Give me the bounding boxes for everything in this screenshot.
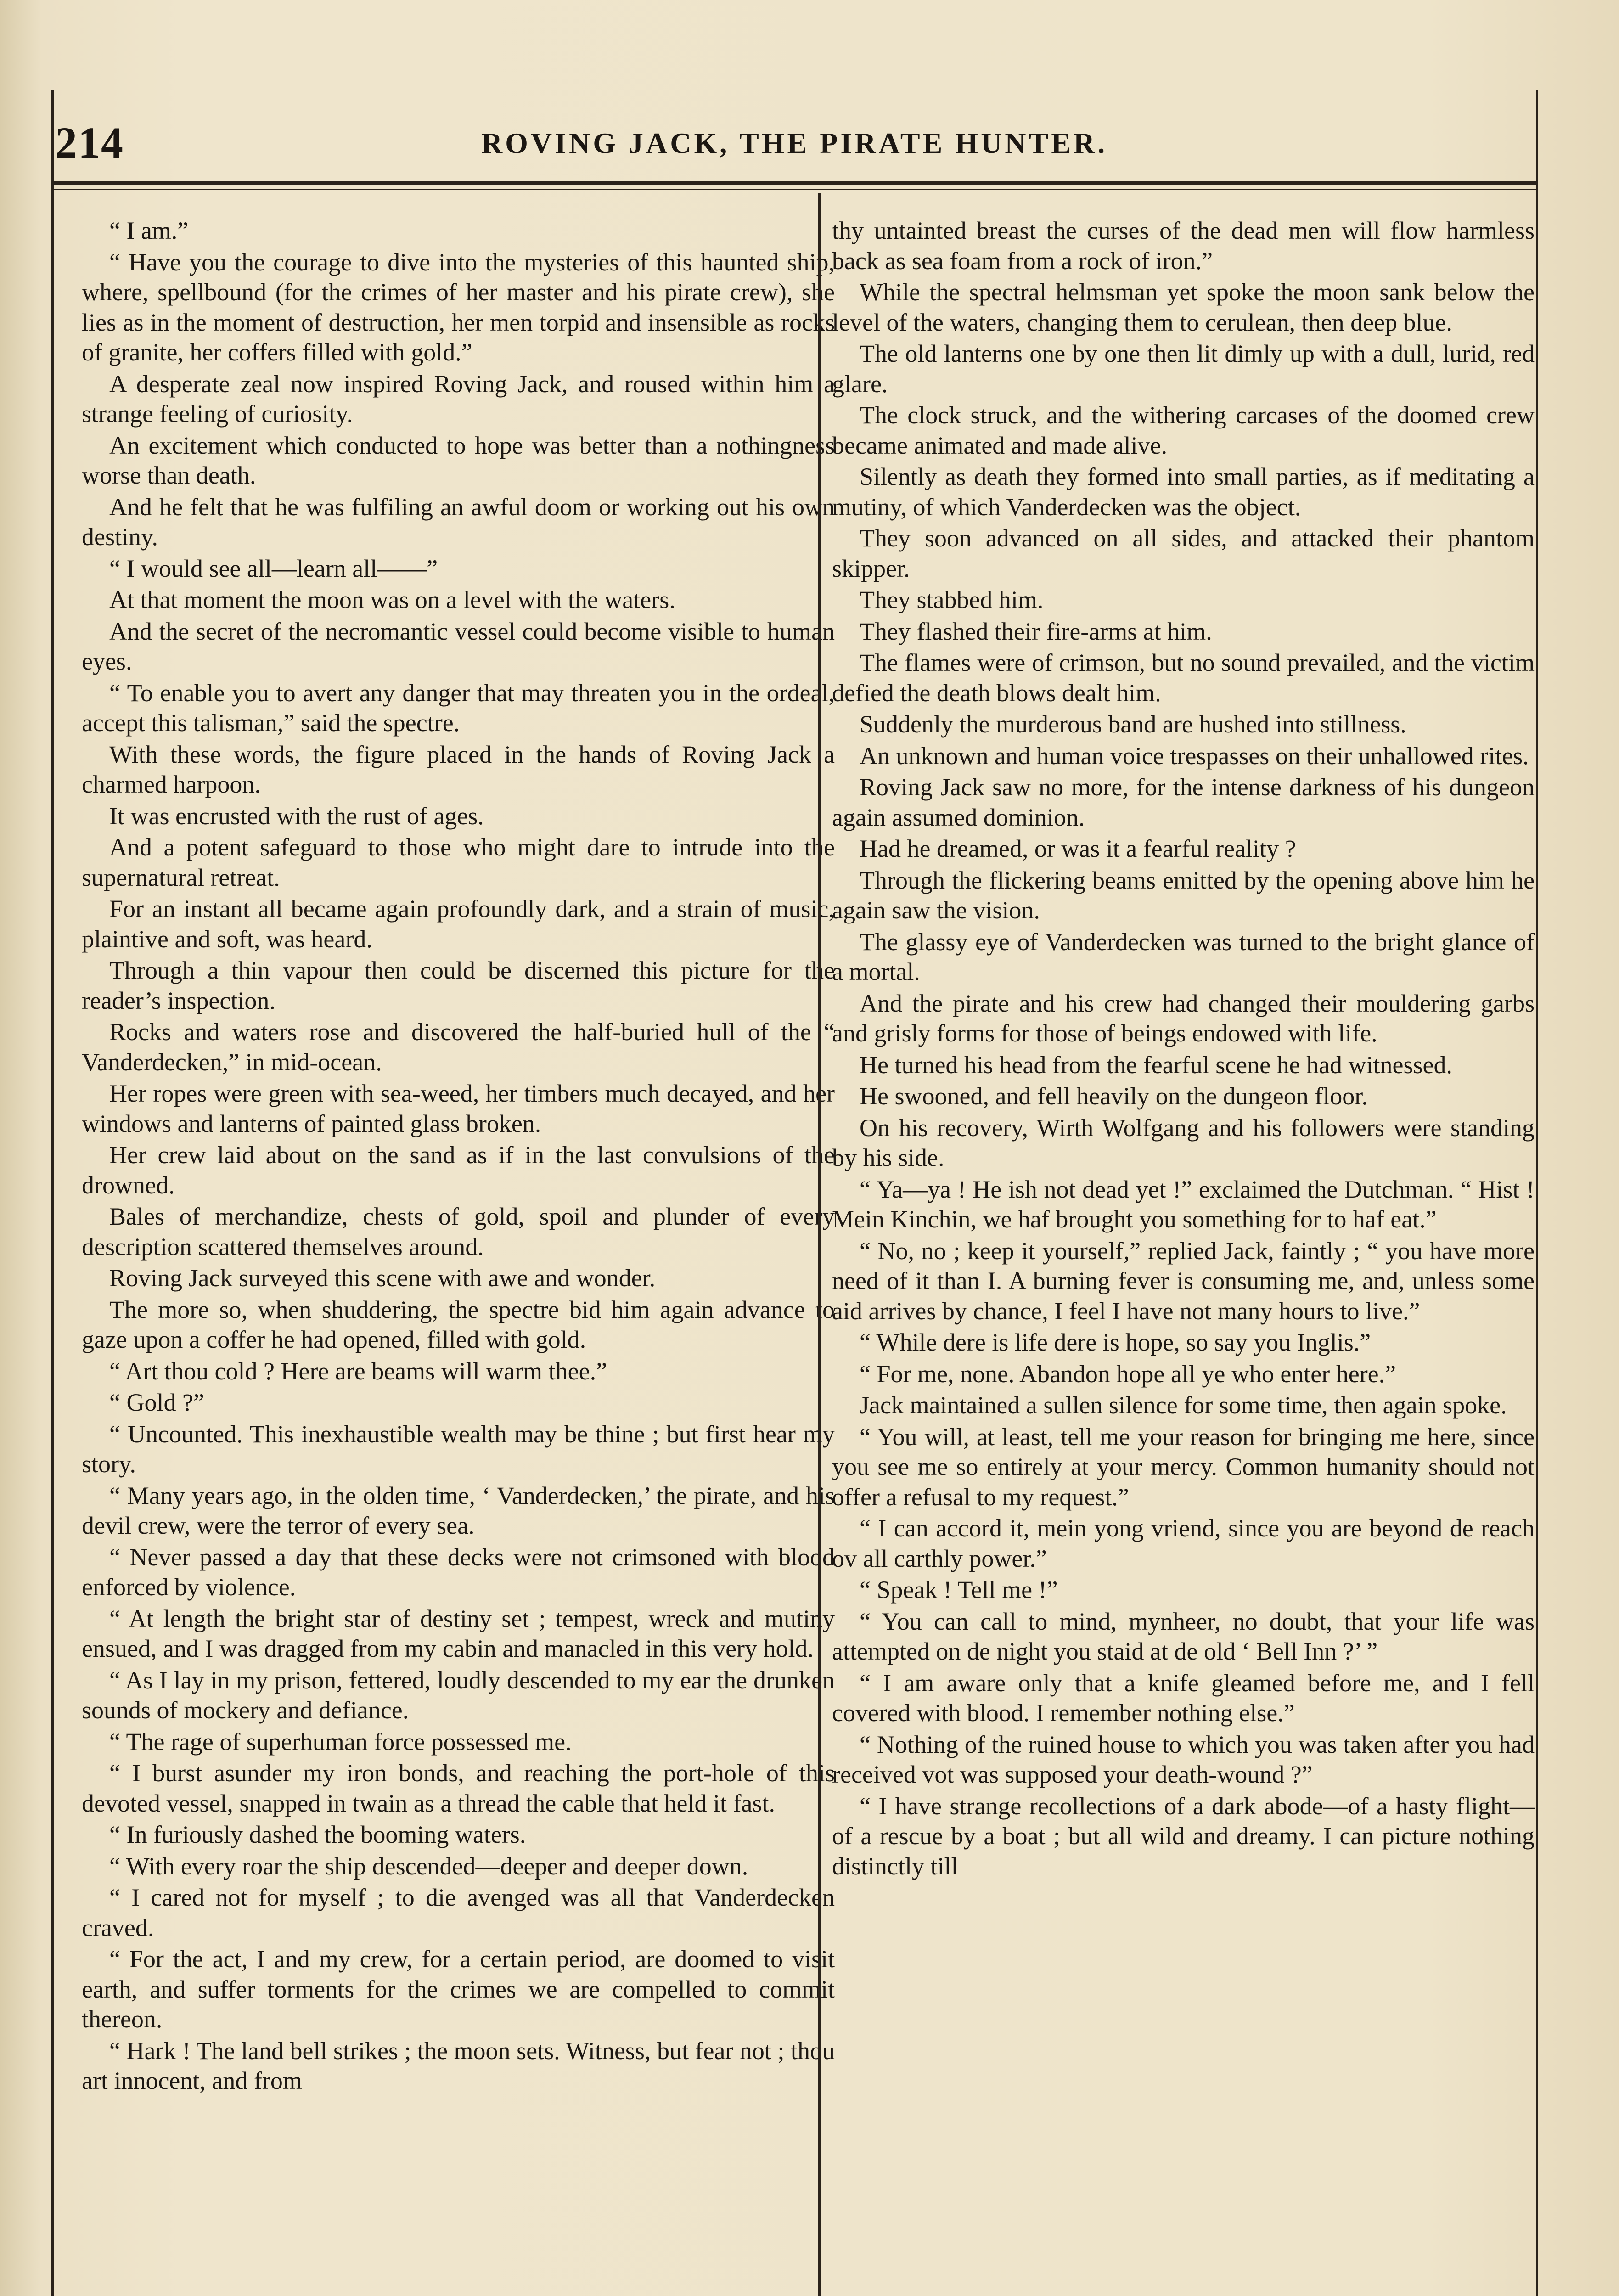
paragraph: The more so, when shuddering, the spectre bid him again advance to gaze upon a coffer he had opened, filled with gold. — [82, 1295, 835, 1353]
paragraph: thy untainted breast the curses of the dead men will flow harmless back as sea foam from a rock of iron.” — [832, 217, 1535, 275]
paragraph: Silently as death they formed into small parties, as if meditating a mutiny, of which Vanderdecken was the object. — [832, 463, 1535, 521]
paragraph: And the pirate and his crew had changed their mouldering garbs and grisly forms for those of beings endowed with life. — [832, 989, 1535, 1047]
paragraph: Rocks and waters rose and discovered the half-buried hull of the “ Vanderdecken,” in mid-ocean. — [82, 1018, 835, 1076]
paragraph: “ Hark ! The land bell strikes ; the moon sets. Witness, but fear not ; thou art innocent, and from — [82, 2037, 835, 2094]
paragraph: With these words, the figure placed in the hands of Roving Jack a charmed harpoon. — [82, 740, 835, 798]
right-column — [832, 216, 1535, 2296]
paragraph: “ I would see all—learn all——” — [109, 554, 438, 582]
paragraph: “ Many years ago, in the olden time, ‘ Vanderdecken,’ the pirate, and his devil crew, were the terror of every sea. — [82, 1481, 835, 1539]
paragraph: “ With every roar the ship descended—deeper and deeper down. — [109, 1852, 748, 1880]
paragraph: “ I have strange recollections of a dark abode—of a hasty flight—of a rescue by a boat ; but all wild and dreamy. I can picture nothing distinctly till — [832, 1792, 1535, 1880]
paragraph: He swooned, and fell heavily on the dungeon floor. — [860, 1082, 1368, 1110]
paragraph: Her crew laid about on the sand as if in the last convulsions of the drowned. — [82, 1141, 835, 1199]
paragraph: “ Art thou cold ? Here are beams will warm thee.” — [109, 1357, 607, 1385]
paragraph: “ I can accord it, mein yong vriend, since you are beyond de reach ov all carthly power.” — [832, 1514, 1535, 1572]
page-header — [51, 117, 1538, 177]
paragraph: At that moment the moon was on a level with the waters. — [109, 586, 675, 613]
paragraph: Through a thin vapour then could be discerned this picture for the reader’s inspection. — [82, 957, 835, 1014]
paragraph: Roving Jack surveyed this scene with awe and wonder. — [109, 1264, 656, 1292]
paragraph: The old lanterns one by one then lit dimly up with a dull, lurid, red glare. — [832, 340, 1535, 398]
paragraph: “ I cared not for myself ; to die avenged was all that Vanderdecken craved. — [82, 1884, 835, 1941]
paragraph: “ Speak ! Tell me !” — [860, 1576, 1058, 1604]
paragraph: “ I am.” — [109, 217, 189, 244]
paragraph: For an instant all became again profoundly dark, and a strain of music, plaintive and soft, was heard. — [82, 895, 835, 953]
paragraph: And the secret of the necromantic vessel could become visible to human eyes. — [82, 617, 835, 675]
paragraph: “ As I lay in my prison, fettered, loudly descended to my ear the drunken sounds of mockery and defiance. — [82, 1666, 835, 1724]
paragraph: Had he dreamed, or was it a fearful reality ? — [860, 835, 1296, 862]
paragraph: The glassy eye of Vanderdecken was turned to the bright glance of a mortal. — [832, 928, 1535, 985]
paragraph: Through the flickering beams emitted by the opening above him he again saw the vision. — [832, 866, 1535, 924]
paragraph: “ In furiously dashed the booming waters. — [109, 1821, 526, 1848]
paragraph: They stabbed him. — [860, 586, 1044, 613]
paragraph: “ To enable you to avert any danger that may threaten you in the ordeal, accept this talisman,” said the spectre. — [82, 679, 835, 737]
paragraph: A desperate zeal now inspired Roving Jack, and roused within him a strange feeling of curiosity. — [82, 370, 835, 428]
paragraph: “ Gold ?” — [109, 1389, 204, 1416]
left-column — [82, 216, 835, 2296]
paragraph: Bales of merchandize, chests of gold, spoil and plunder of every description scattered themselves around. — [82, 1203, 835, 1261]
paragraph: “ No, no ; keep it yourself,” replied Jack, faintly ; “ you have more need of it than I. A burning fever is consuming me, and, unless some aid arrives by chance, I feel I have not many hours to live.” — [832, 1237, 1535, 1325]
paragraph: Jack maintained a sullen silence for some time, then again spoke. — [860, 1391, 1507, 1419]
paragraph: The clock struck, and the withering carcases of the doomed crew became animated and made alive. — [832, 401, 1535, 459]
paragraph: “ Uncounted. This inexhaustible wealth may be thine ; but first hear my story. — [82, 1420, 835, 1478]
paragraph: “ Never passed a day that these decks were not crimsoned with blood enforced by violence. — [82, 1543, 835, 1601]
paragraph: Suddenly the murderous band are hushed into stillness. — [860, 710, 1406, 738]
paragraph: “ I burst asunder my iron bonds, and reaching the port-hole of this devoted vessel, snapped in twain as a thread the cable that held it fast. — [82, 1759, 835, 1817]
column-divider — [818, 193, 821, 2296]
paragraph: While the spectral helmsman yet spoke the moon sank below the level of the waters, changing them to cerulean, then deep blue. — [832, 278, 1535, 336]
paragraph: “ Ya—ya ! He ish not dead yet !” exclaimed the Dutchman. “ Hist ! Mein Kinchin, we haf brought you something for to haf eat.” — [832, 1175, 1535, 1233]
paragraph: “ For the act, I and my crew, for a certain period, are doomed to visit earth, and suffer torments for the crimes we are compelled to commit thereon. — [82, 1945, 835, 2033]
paragraph: “ I am aware only that a knife gleamed before me, and I fell covered with blood. I remember nothing else.” — [832, 1669, 1535, 1727]
paragraph: “ Have you the courage to dive into the mysteries of this haunted ship, where, spellbound (for the crimes of her master and his pirate crew), she lies as in the moment of destruction, her men torpid and insensible as rocks of granite, her coffers filled with gold.” — [82, 248, 835, 366]
paragraph: “ At length the bright star of destiny set ; tempest, wreck and mutiny ensued, and I was dragged from my cabin and manacled in this very hold. — [82, 1604, 835, 1662]
paragraph: The flames were of crimson, but no sound prevailed, and the victim defied the death blows dealt him. — [832, 649, 1535, 707]
paragraph: An unknown and human voice trespasses on their unhallowed rites. — [860, 742, 1529, 770]
paragraph: Roving Jack saw no more, for the intense darkness of his dungeon again assumed dominion. — [832, 773, 1535, 831]
paragraph: “ Nothing of the ruined house to which you was taken after you had received vot was supposed your death-wound ?” — [832, 1730, 1535, 1788]
paragraph: They flashed their fire-arms at him. — [860, 617, 1212, 645]
paragraph: On his recovery, Wirth Wolfgang and his followers were standing by his side. — [832, 1114, 1535, 1171]
paragraph: And a potent safeguard to those who might dare to intrude into the supernatural retreat. — [82, 833, 835, 891]
running-title: ROVING JACK, THE PIRATE HUNTER. — [481, 127, 1108, 159]
header-rule — [51, 181, 1538, 185]
paragraph: It was encrusted with the rust of ages. — [109, 802, 484, 830]
page-number: 214 — [55, 118, 124, 167]
paragraph: “ The rage of superhuman force possessed me. — [109, 1728, 572, 1756]
paragraph: “ You can call to mind, mynheer, no doubt, that your life was attempted on de night you staid at de old ‘ Bell Inn ?’ ” — [832, 1607, 1535, 1665]
paragraph: And he felt that he was fulfiling an awful doom or working out his own destiny. — [82, 493, 835, 551]
paragraph: An excitement which conducted to hope was better than a nothingness worse than death. — [82, 431, 835, 489]
paragraph: “ For me, none. Abandon hope all ye who enter here.” — [860, 1360, 1396, 1388]
header-rule-thin — [51, 189, 1538, 190]
paragraph: He turned his head from the fearful scene he had witnessed. — [860, 1051, 1453, 1079]
paragraph: “ While dere is life dere is hope, so say you Inglis.” — [860, 1328, 1371, 1356]
paragraph: “ You will, at least, tell me your reason for bringing me here, since you see me so entirely at your mercy. Common humanity should not offer a refusal to my request.” — [832, 1423, 1535, 1511]
paragraph: They soon advanced on all sides, and attacked their phantom skipper. — [832, 524, 1535, 582]
paragraph: Her ropes were green with sea-weed, her timbers much decayed, and her windows and lanterns of painted glass broken. — [82, 1080, 835, 1137]
